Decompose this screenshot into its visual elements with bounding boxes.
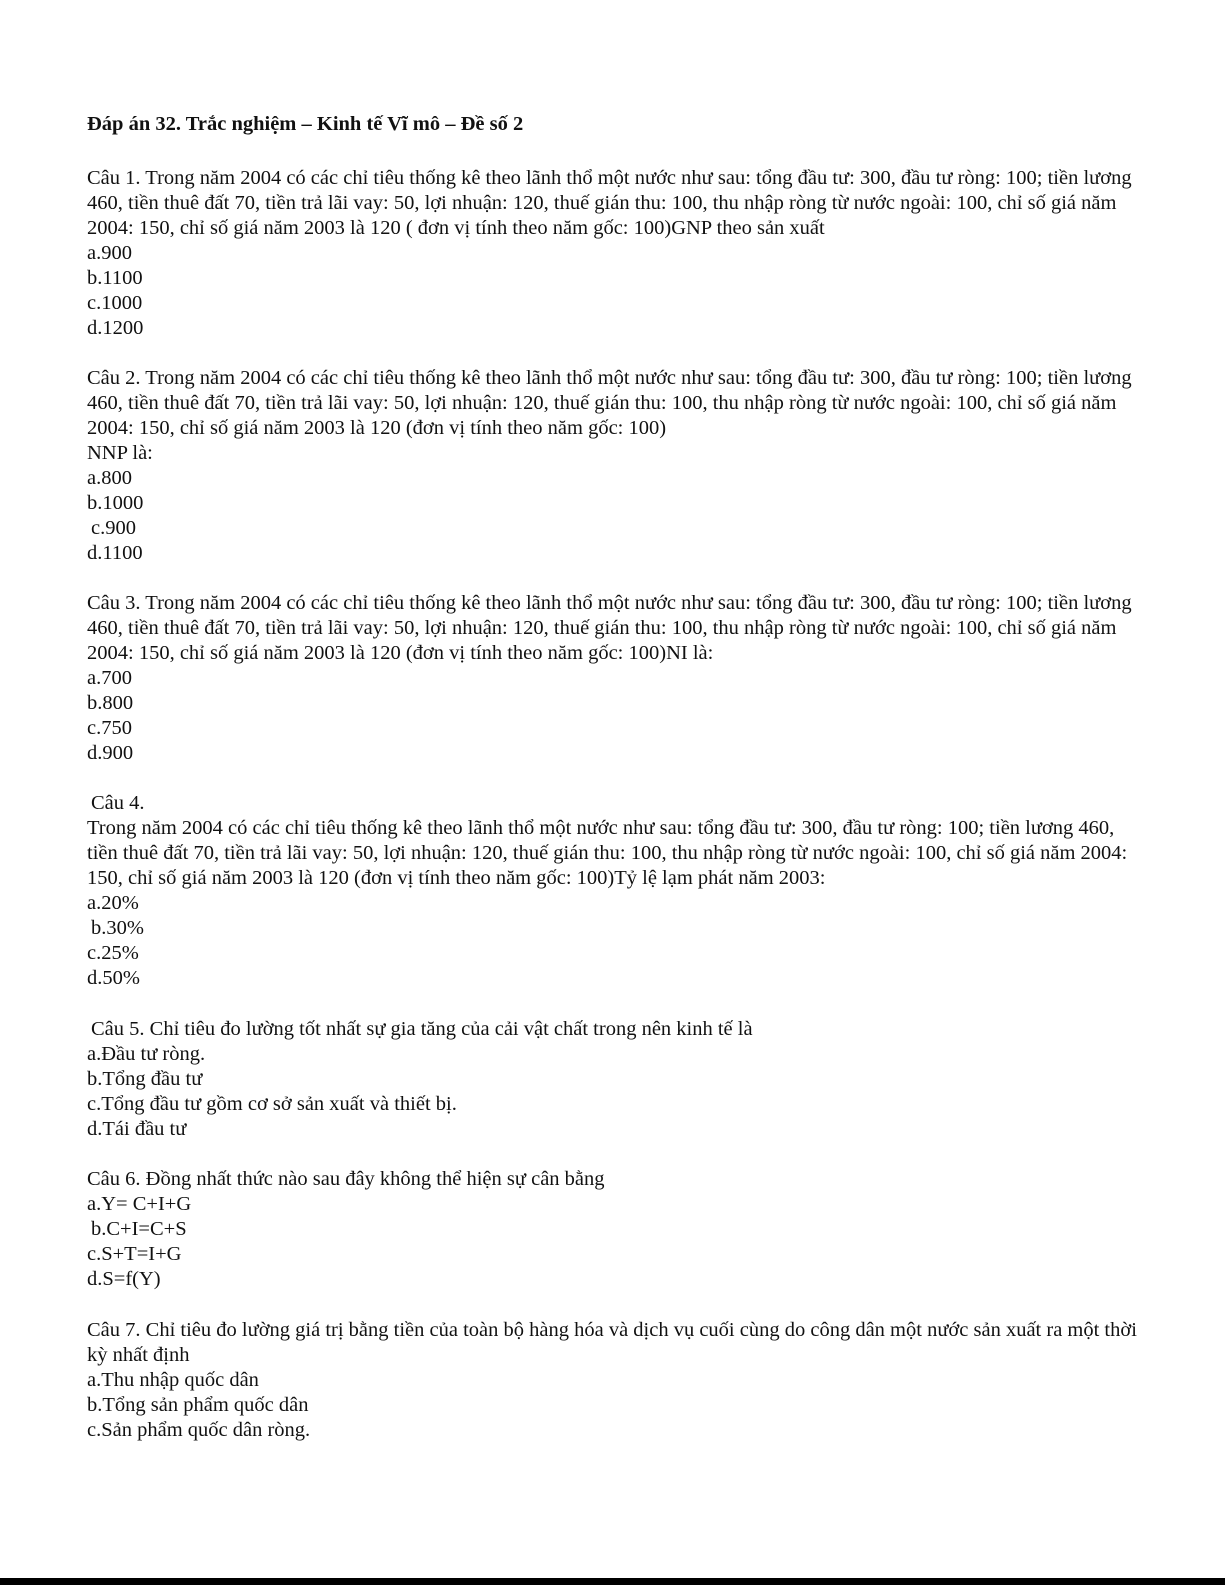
- answer-option-c: c.S+T=I+G: [87, 1243, 182, 1265]
- answer-option-c: c.25%: [87, 942, 139, 964]
- answer-option-a: a.700: [87, 667, 132, 689]
- question-6: [87, 1167, 1147, 1292]
- question-1: [87, 166, 1147, 341]
- question-stem: Câu 6. Đồng nhất thức nào sau đây không thể hiện sự cân bằng: [87, 1168, 605, 1190]
- answer-option-d: d.Tái đầu tư: [87, 1118, 187, 1140]
- question-stem: Câu 5. Chỉ tiêu đo lường tốt nhất sự gia tăng của cải vật chất trong nên kinh tế là: [91, 1018, 753, 1040]
- answer-option-a: a.Thu nhập quốc dân: [87, 1369, 259, 1391]
- answer-option-c: c.1000: [87, 292, 143, 314]
- answer-option-b: b.1000: [87, 492, 144, 514]
- question-number: Câu 4.: [91, 792, 145, 814]
- answer-option-b: b.Tổng đầu tư: [87, 1068, 203, 1090]
- answer-option-d: d.50%: [87, 967, 140, 989]
- answer-option-c: c.Tổng đầu tư gồm cơ sở sản xuất và thiết bị.: [87, 1093, 457, 1115]
- answer-option-a: a.900: [87, 242, 132, 264]
- bottom-divider: [0, 1578, 1225, 1585]
- question-2: [87, 366, 1147, 566]
- answer-option-a: a.Y= C+I+G: [87, 1193, 192, 1215]
- question-4: [87, 791, 1147, 991]
- answer-option-a: a.20%: [87, 892, 139, 914]
- question-stem: Câu 3. Trong năm 2004 có các chỉ tiêu thống kê theo lãnh thổ một nước như sau: tổng đầu tư: 300, đầu tư ròng: 100; tiền lương 460, tiền thuê đất 70, tiền trả lãi vay: 50, lợi nhuận: 120, thuế gián thu: 100, thu nhập ròng từ nước ngoài: 100, chỉ số giá năm 2004: 150, chỉ số giá năm 2003 là 120 (đơn vị tính theo năm gốc: 100)NI là:: [87, 592, 1132, 664]
- question-stem: Câu 2. Trong năm 2004 có các chỉ tiêu thống kê theo lãnh thổ một nước như sau: tổng đầu tư: 300, đầu tư ròng: 100; tiền lương 460, tiền thuê đất 70, tiền trả lãi vay: 50, lợi nhuận: 120, thuế gián thu: 100, thu nhập ròng từ nước ngoài: 100, chỉ số giá năm 2004: 150, chỉ số giá năm 2003 là 120 (đơn vị tính theo năm gốc: 100): [87, 367, 1132, 439]
- answer-option-b: b.1100: [87, 267, 143, 289]
- answer-option-d: d.1100: [87, 542, 143, 564]
- answer-option-b: b.Tổng sản phẩm quốc dân: [87, 1394, 309, 1416]
- answer-option-b: b.30%: [91, 917, 144, 939]
- question-stem-continued: NNP là:: [87, 442, 153, 464]
- answer-option-c: c.900: [91, 517, 136, 539]
- answer-option-b: b.800: [87, 692, 134, 714]
- answer-option-d: d.900: [87, 742, 134, 764]
- answer-option-c: c.750: [87, 717, 132, 739]
- document-title: Đáp án 32. Trắc nghiệm – Kinh tế Vĩ mô – Đề số 2: [87, 113, 524, 135]
- answer-option-b: b.C+I=C+S: [91, 1218, 187, 1240]
- answer-option-d: d.1200: [87, 317, 144, 339]
- answer-option-c: c.Sản phẩm quốc dân ròng.: [87, 1419, 311, 1441]
- answer-option-d: d.S=f(Y): [87, 1268, 161, 1290]
- question-7: [87, 1318, 1147, 1443]
- question-3: [87, 591, 1147, 766]
- question-stem: Câu 1. Trong năm 2004 có các chỉ tiêu thống kê theo lãnh thổ một nước như sau: tổng đầu tư: 300, đầu tư ròng: 100; tiền lương 460, tiền thuê đất 70, tiền trả lãi vay: 50, lợi nhuận: 120, thuế gián thu: 100, thu nhập ròng từ nước ngoài: 100, chỉ số giá năm 2004: 150, chỉ số giá năm 2003 là 120 ( đơn vị tính theo năm gốc: 100)GNP theo sản xuất: [87, 167, 1132, 239]
- question-5: [87, 1017, 1147, 1142]
- question-stem: Câu 7. Chỉ tiêu đo lường giá trị bằng tiền của toàn bộ hàng hóa và dịch vụ cuối cùng do công dân một nước sản xuất ra một thời kỳ nhất định: [87, 1319, 1137, 1366]
- answer-option-a: a.800: [87, 467, 132, 489]
- question-stem: Trong năm 2004 có các chỉ tiêu thống kê theo lãnh thổ một nước như sau: tổng đầu tư: 300, đầu tư ròng: 100; tiền lương 460, tiền thuê đất 70, tiền trả lãi vay: 50, lợi nhuận: 120, thuế gián thu: 100, thu nhập ròng từ nước ngoài: 100, chỉ số giá năm 2004: 150, chỉ số giá năm 2003 là 120 (đơn vị tính theo năm gốc: 100)Tỷ lệ lạm phát năm 2003:: [87, 817, 1128, 889]
- answer-option-a: a.Đầu tư ròng.: [87, 1043, 206, 1065]
